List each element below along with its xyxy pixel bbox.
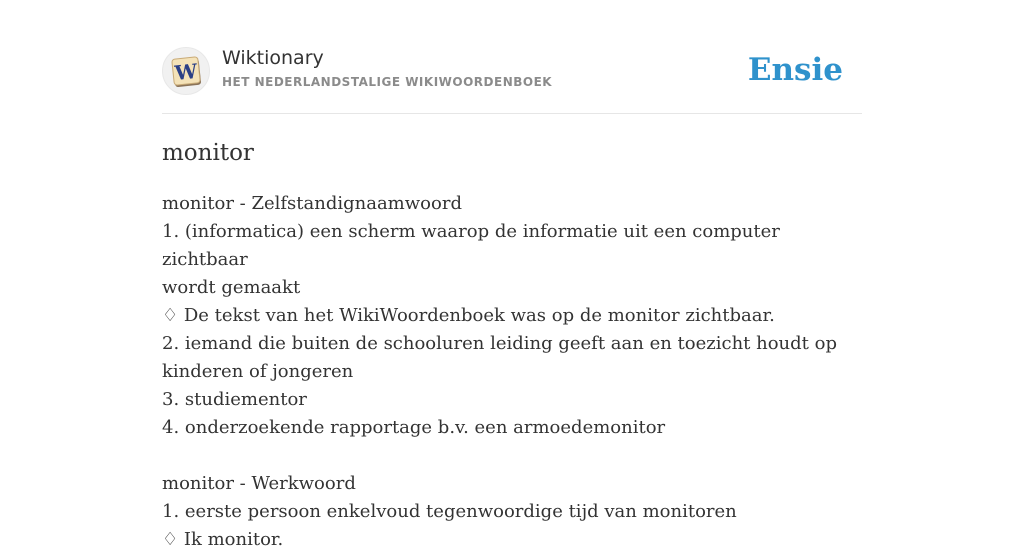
example-line: ♢ De tekst van het WikiWoordenboek was op de monitor zichtbaar. bbox=[162, 305, 775, 326]
example-line: ♢ Ik monitor. bbox=[162, 529, 284, 550]
brand-logo-link[interactable]: Ensie bbox=[747, 52, 843, 88]
page-title: monitor bbox=[162, 140, 254, 166]
blank-line bbox=[162, 442, 862, 470]
svg-text:W: W bbox=[173, 58, 199, 86]
definition-line: 2. iemand die buiten de schooluren leiding geeft aan en toezicht houdt op bbox=[162, 333, 837, 354]
page-container bbox=[162, 0, 862, 550]
definition-line: 1. eerste persoon enkelvoud tegenwoordige tijd van monitoren bbox=[162, 501, 737, 522]
definition-line: wordt gemaakt bbox=[162, 277, 301, 298]
definition-line: 4. onderzoekende rapportage b.v. een armoedemonitor bbox=[162, 417, 666, 438]
site-title[interactable]: Wiktionary bbox=[222, 47, 324, 69]
word-type-heading: monitor - Werkwoord bbox=[162, 473, 356, 494]
site-subtitle: HET NEDERLANDSTALIGE WIKIWOORDENBOEK bbox=[222, 75, 553, 89]
definition-line: 3. studiementor bbox=[162, 389, 307, 410]
wiktionary-w-logo-icon bbox=[167, 52, 207, 92]
definition-content bbox=[162, 190, 862, 554]
header bbox=[162, 0, 862, 114]
definition-line: 1. (informatica) een scherm waarop de informatie uit een computer zichtbaar bbox=[162, 221, 780, 270]
wiktionary-logo-icon[interactable] bbox=[162, 47, 210, 95]
definition-line: kinderen of jongeren bbox=[162, 361, 354, 382]
word-type-heading: monitor - Zelfstandignaamwoord bbox=[162, 193, 462, 214]
